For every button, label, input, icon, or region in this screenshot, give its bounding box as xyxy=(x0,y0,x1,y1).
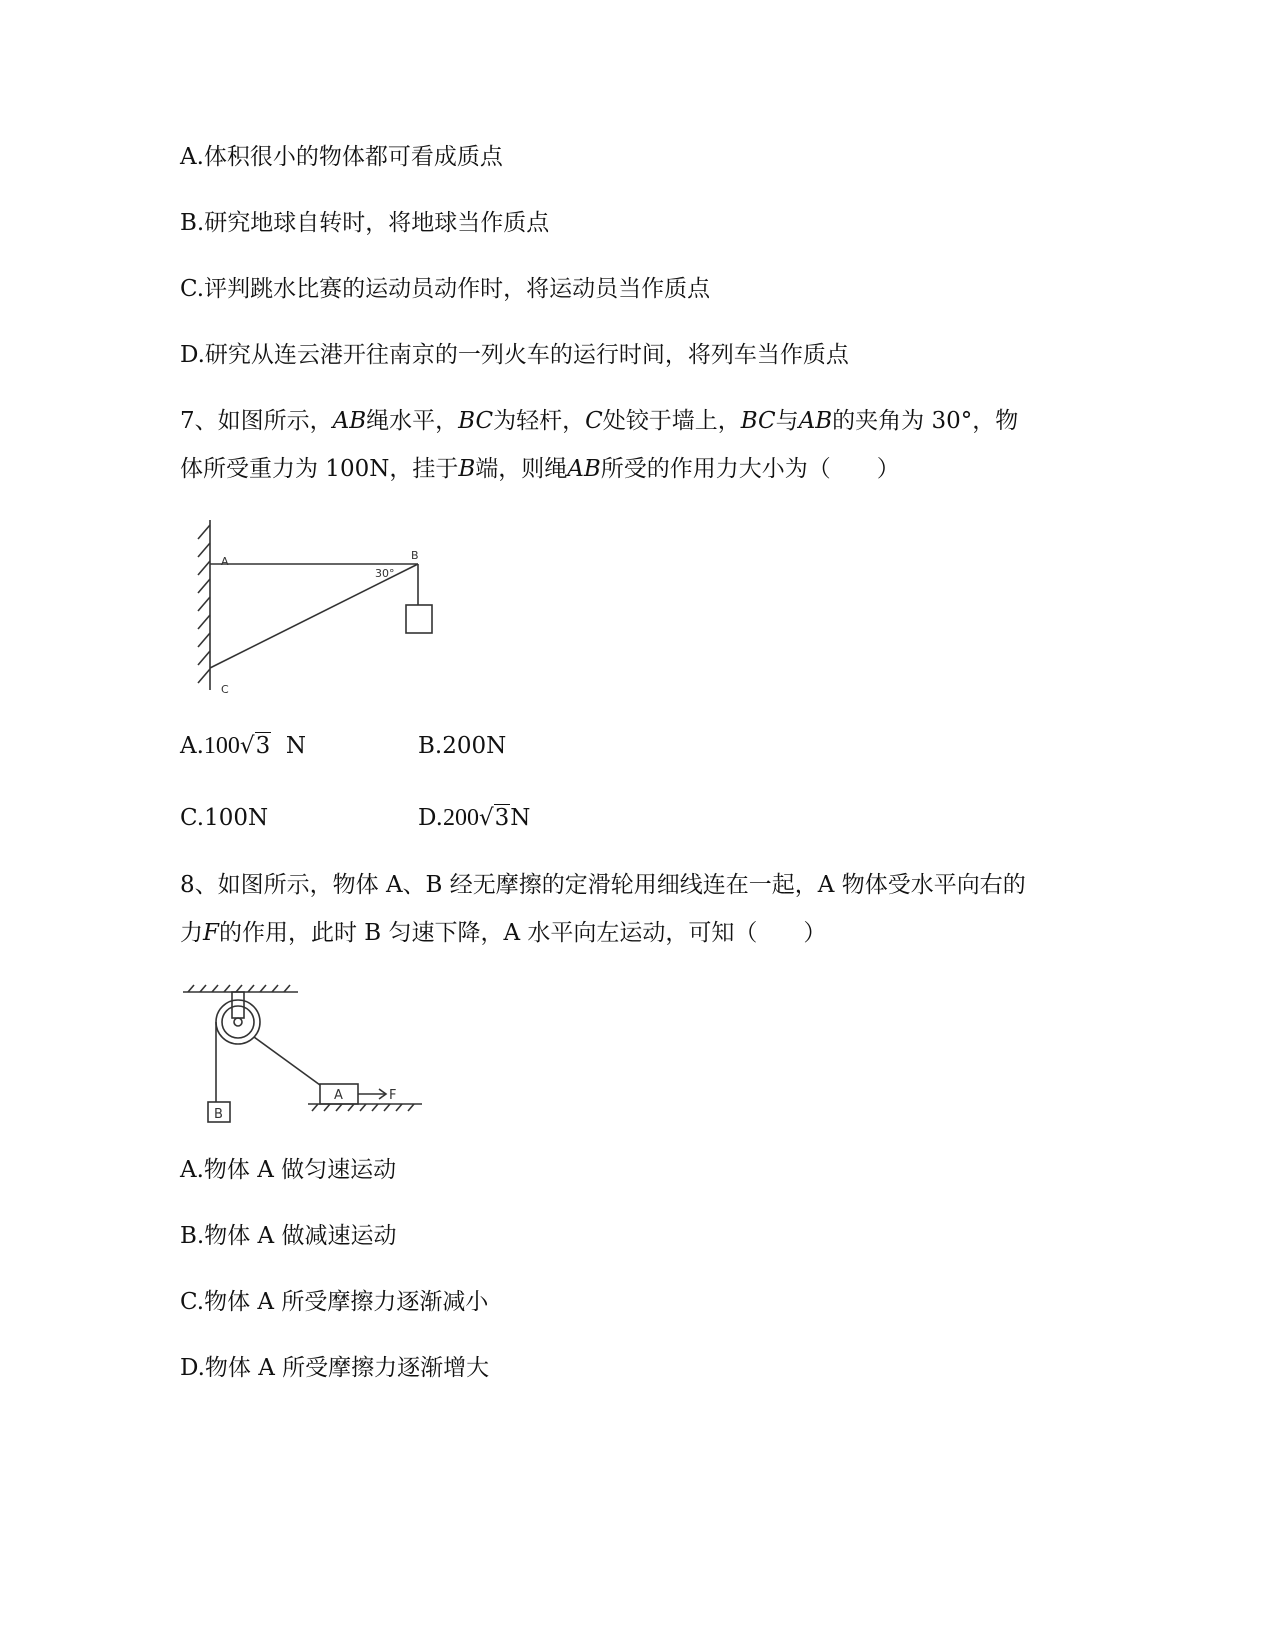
q7-angle-label: 30° xyxy=(375,567,395,580)
q8-label-b: B xyxy=(214,1107,223,1122)
q8-pulley-axle xyxy=(234,1018,242,1026)
q8-stem-line2: 力F的作用，此时 B 匀速下降，A 水平向左运动，可知（ ） xyxy=(180,920,827,946)
q6-option-c: C.评判跳水比赛的运动员动作时，将运动员当作质点 xyxy=(180,276,711,302)
q8-floor-hatching xyxy=(312,1104,414,1111)
q8-option-d: D.物体 A 所受摩擦力逐渐增大 xyxy=(180,1355,490,1381)
q8-option-b: B.物体 A 做减速运动 xyxy=(180,1223,397,1249)
q8-ceiling-hatching xyxy=(188,985,290,992)
q7-label-a: A xyxy=(221,555,229,568)
q8-label-a: A xyxy=(334,1088,343,1103)
q7-stem-line1: 7、如图所示，AB绳水平，BC为轻杆，C处铰于墙上，BC与AB的夹角为 30°，物 xyxy=(180,408,1019,434)
q8-string-slanted xyxy=(254,1037,320,1085)
q8-option-a: A.物体 A 做匀速运动 xyxy=(180,1157,397,1183)
q6-option-b: B.研究地球自转时，将地球当作质点 xyxy=(180,210,550,236)
q7-wall-hatching xyxy=(198,525,210,683)
q7-figure xyxy=(190,515,450,700)
q7-option-b: B.200N xyxy=(418,733,507,759)
q7-option-c: C.100N xyxy=(180,805,269,831)
q8-label-f: F xyxy=(389,1088,397,1103)
q8-option-c: C.物体 A 所受摩擦力逐渐减小 xyxy=(180,1289,489,1315)
q7-hanging-block xyxy=(406,605,432,633)
q7-option-a: A.100√3 N xyxy=(180,733,306,759)
q7-label-c: C xyxy=(221,683,229,696)
q7-stem-line2: 体所受重力为 100N，挂于B端，则绳AB所受的作用力大小为（ ） xyxy=(180,456,900,482)
sqrt-symbol: √3 xyxy=(239,733,271,759)
q7-option-d: D.200√3N xyxy=(418,805,531,831)
q6-option-a: A.体积很小的物体都可看成质点 xyxy=(180,144,503,170)
q8-figure xyxy=(180,982,430,1127)
q8-stem-line1: 8、如图所示，物体 A、B 经无摩擦的定滑轮用细线连在一起，A 物体受水平向右的 xyxy=(180,872,1026,898)
q8-pulley-bracket xyxy=(232,992,244,1018)
q7-label-b: B xyxy=(411,549,419,562)
sqrt-symbol: √3 xyxy=(478,805,510,831)
q6-option-d: D.研究从连云港开往南京的一列火车的运行时间，将列车当作质点 xyxy=(180,342,849,368)
